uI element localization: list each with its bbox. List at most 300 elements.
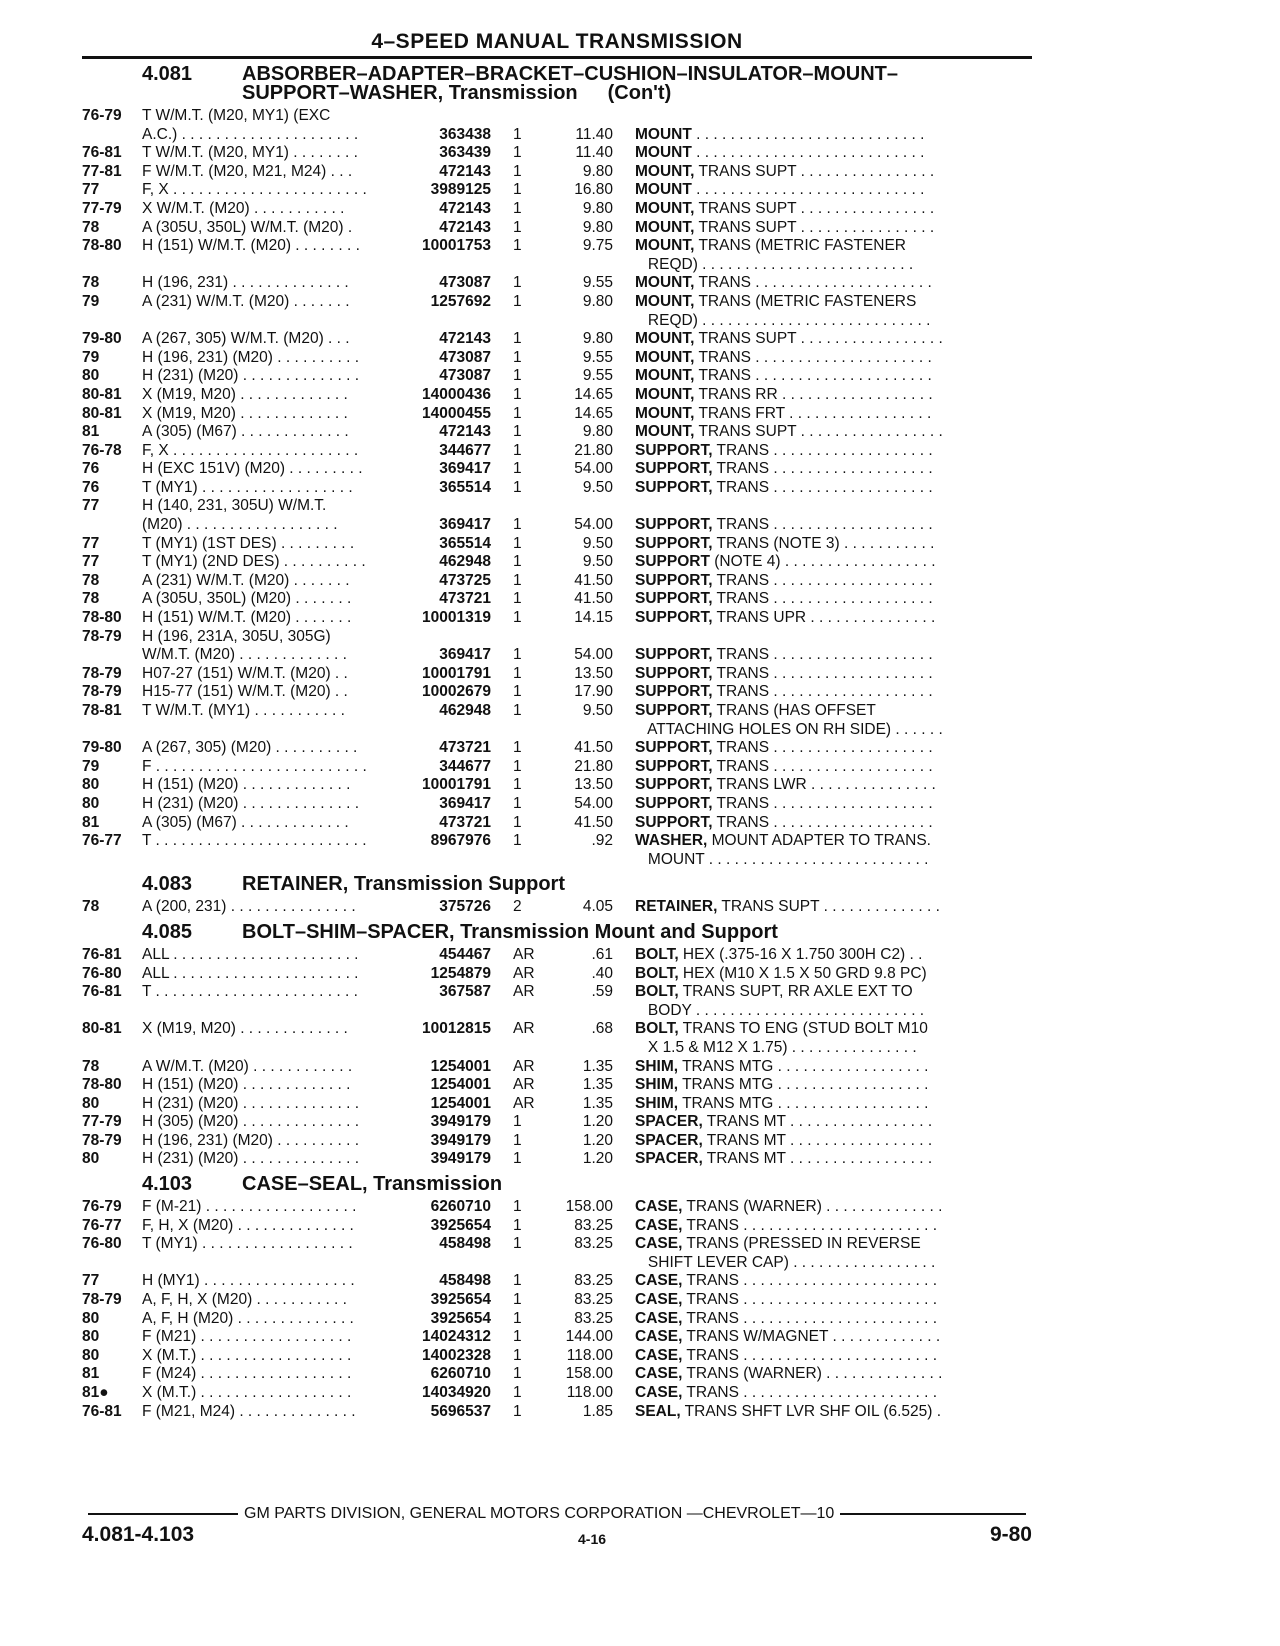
price: 13.50 [574,664,613,682]
price: 54.00 [574,460,613,478]
description: CASE, TRANS . . . . . . . . . . . . . . . . . . . . . . . [635,1216,938,1234]
table-row [82,1076,1032,1095]
part-number: 369417 [387,646,491,665]
description: REQD) . . . . . . . . . . . . . . . . . . . . . . . . . [635,255,914,273]
model-years [82,516,142,535]
table-row [82,367,1032,386]
part-number: 3925654 [387,1310,491,1329]
description: SUPPORT, TRANS . . . . . . . . . . . . . . . . . . . [635,683,933,701]
quantity: 1 [513,162,522,180]
model-years: 78 [82,274,100,292]
quantity: 1 [513,274,522,292]
section-number: 4.083 [142,873,193,896]
application: F (M-21) . . . . . . . . . . . . . . . . . . [142,1198,357,1216]
quantity: 1 [513,683,522,701]
description: CASE, TRANS . . . . . . . . . . . . . . . . . . . . . . . [635,1309,938,1327]
part-number: 458498 [387,1235,491,1254]
model-years: 78 [82,590,100,608]
table-row [82,107,1032,126]
application: T (MY1) (1ST DES) . . . . . . . . . [142,534,355,552]
table-row [82,144,1032,163]
quantity [513,107,553,126]
model-years: 79 [82,292,100,310]
model-years: 76-80 [82,1235,122,1253]
table-row [82,946,1032,965]
quantity [513,851,553,870]
price: 9.80 [582,199,613,217]
description: CASE, TRANS . . . . . . . . . . . . . . . . . . . . . . . [635,1272,938,1290]
quantity [513,256,553,275]
description: MOUNT, TRANS (METRIC FASTENERS [635,292,917,310]
quantity: AR [513,983,535,1001]
table-row [82,126,1032,145]
application: W/M.T. (M20) . . . . . . . . . . . . . [142,646,347,664]
price: .59 [591,983,613,1001]
quantity: 1 [513,181,522,199]
footer-date-code: 9-80 [989,1523,1032,1546]
part-number: 365514 [387,479,491,498]
description: CASE, TRANS W/MAGNET . . . . . . . . . . . . . [635,1328,941,1346]
part-number: 473087 [387,367,491,386]
description: SHIFT LEVER CAP) . . . . . . . . . . . . . . . . . [635,1253,936,1271]
footer-page-number: 4-16 [578,1531,607,1547]
quantity: AR [513,964,535,982]
parts-catalog-page [82,30,1032,1421]
model-years [82,1002,142,1021]
description: CASE, TRANS (WARNER) . . . . . . . . . . . . . . [635,1198,943,1216]
price [553,497,613,516]
price [553,721,613,740]
table-row [82,219,1032,238]
application: A (231) W/M.T. (M20) . . . . . . . [142,292,350,310]
part-number: 472143 [387,200,491,219]
table-row [82,814,1032,833]
table-row [82,1095,1032,1114]
price: 83.25 [574,1291,613,1309]
model-years [82,646,142,665]
application: A, F, H, X (M20) . . . . . . . . . . . [142,1291,347,1309]
quantity [513,312,553,331]
application: T (MY1) . . . . . . . . . . . . . . . . . . [142,1235,353,1253]
quantity: 1 [513,739,522,757]
description: MOUNT, TRANS SUPT . . . . . . . . . . . . . . . . . [635,423,943,441]
table-row [82,274,1032,293]
description: MOUNT . . . . . . . . . . . . . . . . . . . . . . . . . . . [635,144,925,162]
model-years: 80 [82,1328,100,1346]
application: A (305) (M67) . . . . . . . . . . . . . [142,813,349,831]
application: H (305) (M20) . . . . . . . . . . . . . . [142,1113,360,1131]
part-number: 3925654 [387,1217,491,1236]
part-number: 473721 [387,739,491,758]
table-row [82,386,1032,405]
application [142,312,487,331]
price: 1.35 [582,1057,613,1075]
price: 83.25 [574,1216,613,1234]
description: SUPPORT, TRANS (NOTE 3) . . . . . . . . . . . [635,534,935,552]
description: BODY . . . . . . . . . . . . . . . . . . . . . . . . . . . [635,1001,925,1019]
application: H (EXC 151V) (M20) . . . . . . . . . [142,460,363,478]
part-number: 5696537 [387,1403,491,1422]
part-number: 344677 [387,442,491,461]
model-years: 80 [82,776,100,794]
quantity: 1 [513,367,522,385]
table-row [82,535,1032,554]
description: SUPPORT, TRANS . . . . . . . . . . . . . . . . . . . [635,739,933,757]
description: MOUNT, TRANS RR . . . . . . . . . . . . . . . . . . [635,385,933,403]
table-row [82,1058,1032,1077]
price: 41.50 [574,739,613,757]
table-row [82,590,1032,609]
model-years: 80 [82,1309,100,1327]
quantity: 1 [513,590,522,608]
price: 9.80 [582,423,613,441]
model-years: 77-79 [82,1113,122,1131]
description: X 1.5 & M12 X 1.75) . . . . . . . . . . . . . . . [635,1038,917,1056]
model-years [82,1039,142,1058]
application: A (305U, 350L) (M20) . . . . . . . [142,590,352,608]
model-years: 78-79 [82,627,122,645]
application: T . . . . . . . . . . . . . . . . . . . . . . . . . [142,832,367,850]
application [142,1254,487,1273]
quantity: 1 [513,423,522,441]
model-years: 77 [82,534,100,552]
description: SUPPORT, TRANS . . . . . . . . . . . . . . . . . . . [635,664,933,682]
part-number: 10002679 [387,683,491,702]
description: CASE, TRANS . . . . . . . . . . . . . . . . . . . . . . . [635,1291,938,1309]
application: T (MY1) . . . . . . . . . . . . . . . . . . [142,478,353,496]
application: H (231) (M20) . . . . . . . . . . . . . . [142,794,360,812]
model-years: 78 [82,218,100,236]
quantity: 1 [513,144,522,162]
table-row [82,721,1032,740]
application: H07-27 (151) W/M.T. (M20) . . [142,664,348,682]
application: ALL . . . . . . . . . . . . . . . . . . . . . . [142,945,359,963]
price: 118.00 [566,1384,613,1401]
model-years: 76-78 [82,441,122,459]
sections [82,65,1032,1421]
application: H (196, 231A, 305U, 305G) [142,627,331,645]
section-title [242,875,1032,894]
quantity [513,1254,553,1273]
quantity: 1 [513,1216,522,1234]
quantity: 1 [513,199,522,217]
price: 9.55 [582,348,613,366]
application: H (231) (M20) . . . . . . . . . . . . . . [142,1094,360,1112]
description: MOUNT, TRANS . . . . . . . . . . . . . . . . . . . . . [635,367,932,385]
part-number: 473087 [387,274,491,293]
page-title: 4–SPEED MANUAL TRANSMISSION [82,30,1032,59]
price: 17.90 [574,683,613,701]
table-row [82,423,1032,442]
table-row [82,1235,1032,1254]
part-number: 363438 [387,126,491,145]
part-number: 472143 [387,423,491,442]
description: SPACER, TRANS MT . . . . . . . . . . . . . . . . . [635,1150,933,1168]
quantity: 1 [513,702,522,719]
table-row [82,683,1032,702]
table-row [82,572,1032,591]
application: A W/M.T. (M20) . . . . . . . . . . . . [142,1057,353,1075]
application: T W/M.T. (M20, MY1) (EXC [142,107,331,124]
price: .40 [591,964,613,982]
model-years: 79-80 [82,739,122,757]
quantity: 1 [513,348,522,366]
quantity: AR [513,1076,535,1094]
description: MOUNT, TRANS SUPT . . . . . . . . . . . . . . . . . [635,330,943,348]
table-row [82,1291,1032,1310]
section-title [242,1175,1032,1194]
price: 1.20 [582,1150,613,1168]
application: F, H, X (M20) . . . . . . . . . . . . . . [142,1216,354,1234]
quantity: 1 [513,1113,522,1131]
model-years: 78 [82,1057,100,1075]
table-row [82,758,1032,777]
price: .61 [591,945,613,963]
model-years: 80-81 [82,1020,122,1038]
model-years: 78-79 [82,664,122,682]
continued-label: (Con't) [607,82,672,104]
quantity: 1 [513,609,522,627]
price: 54.00 [574,516,613,534]
model-years: 77 [82,497,100,515]
table-row [82,312,1032,331]
price: 9.75 [582,237,613,255]
table-row [82,405,1032,424]
section-title-line: CASE–SEAL, Transmission [242,1173,503,1196]
description: MOUNT, TRANS FRT . . . . . . . . . . . . . . . . . [635,404,932,422]
price: 9.80 [582,218,613,236]
section-title-line: ABSORBER–ADAPTER–BRACKET–CUSHION–INSULATOR–MOUNT– [242,63,898,85]
description: SUPPORT, TRANS . . . . . . . . . . . . . . . . . . . [635,478,933,496]
quantity: AR [513,945,535,963]
model-years: 76-81 [82,1402,122,1420]
price: .68 [591,1020,613,1038]
part-number: 10001753 [387,237,491,256]
description: RETAINER, TRANS SUPT . . . . . . . . . . . . . . [635,898,940,916]
price [553,312,613,331]
section-header [142,920,1032,943]
quantity: 1 [513,1328,522,1346]
price: 144.00 [565,1328,613,1346]
application: F (M21) . . . . . . . . . . . . . . . . . . [142,1328,352,1346]
model-years: 77 [82,553,100,571]
table-row [82,628,1032,647]
price: 158.00 [565,1365,613,1383]
part-number: 473721 [387,814,491,833]
model-years: 76-81 [82,144,122,162]
table-row [82,1198,1032,1217]
application [142,256,487,275]
part-number: 473721 [387,590,491,609]
description: MOUNT, TRANS SUPT . . . . . . . . . . . . . . . . [635,199,935,217]
price: 9.50 [582,534,613,552]
application: A, F, H (M20) . . . . . . . . . . . . . . [142,1309,354,1327]
application: X (M.T.) . . . . . . . . . . . . . . . . . . [142,1384,352,1401]
description: CASE, TRANS . . . . . . . . . . . . . . . . . . . . . . . [635,1384,938,1401]
quantity: 1 [513,571,522,589]
description: SUPPORT, TRANS UPR . . . . . . . . . . . . . . . [635,609,936,627]
price: 41.50 [574,571,613,589]
description: SUPPORT (NOTE 4) . . . . . . . . . . . . . . . . . . [635,553,936,571]
price: 83.25 [574,1272,613,1290]
quantity: 1 [513,330,522,348]
application [142,851,487,870]
quantity: 1 [513,553,522,571]
application: T W/M.T. (M20, MY1) . . . . . . . . [142,144,358,162]
application [142,1002,487,1021]
price: 118.00 [566,1346,613,1364]
part-number: 369417 [387,795,491,814]
price: 9.50 [582,553,613,571]
application: H (231) (M20) . . . . . . . . . . . . . . [142,1150,360,1168]
table-row [82,163,1032,182]
application: X (M19, M20) . . . . . . . . . . . . . [142,385,348,403]
application: T . . . . . . . . . . . . . . . . . . . . . . . . [142,983,358,1001]
application [142,1039,487,1058]
part-number: 1254001 [387,1095,491,1114]
table-row [82,330,1032,349]
table-row [82,983,1032,1002]
part-number: 10001791 [387,776,491,795]
table-row [82,1384,1032,1403]
part-number: 344677 [387,758,491,777]
application: (M20) . . . . . . . . . . . . . . . . . . [142,516,338,534]
quantity: 1 [513,832,522,850]
part-number: 10001319 [387,609,491,628]
part-number: 1254879 [387,965,491,984]
part-number: 14024312 [387,1328,491,1347]
price: 1.85 [582,1402,613,1420]
part-number: 14034920 [387,1384,491,1403]
table-row [82,851,1032,870]
quantity: AR [513,1094,535,1112]
description: REQD) . . . . . . . . . . . . . . . . . . . . . . . . . . . [635,311,931,329]
table-row [82,237,1032,256]
part-number: 8967976 [387,832,491,851]
model-years [82,721,142,740]
model-years: 78-80 [82,237,122,255]
application: H (196, 231) . . . . . . . . . . . . . . [142,274,349,292]
table-row [82,702,1032,721]
quantity: 1 [513,534,522,552]
quantity: 1 [513,1384,522,1401]
table-row [82,646,1032,665]
description: SUPPORT, TRANS . . . . . . . . . . . . . . . . . . . [635,441,933,459]
section-number: 4.085 [142,920,193,943]
quantity: 1 [513,776,522,794]
price: 13.50 [574,776,613,794]
table-row [82,1310,1032,1329]
quantity: 1 [513,1198,522,1216]
application: F (M24) . . . . . . . . . . . . . . . . . . [142,1365,352,1383]
quantity: AR [513,1057,535,1075]
part-number: 473725 [387,572,491,591]
model-years: 80-81 [82,385,122,403]
model-years: 80 [82,367,100,385]
model-years: 80 [82,794,100,812]
table-row [82,293,1032,312]
description: SUPPORT, TRANS LWR . . . . . . . . . . . . . . . [635,776,936,794]
price [553,1254,613,1273]
description: SUPPORT, TRANS . . . . . . . . . . . . . . . . . . . [635,590,933,608]
part-number: 14002328 [387,1347,491,1366]
application: H (140, 231, 305U) W/M.T. [142,497,327,515]
model-years: 78 [82,571,100,589]
application: F, X . . . . . . . . . . . . . . . . . . . . . . . [142,181,367,199]
quantity: 1 [513,646,522,664]
price: 9.55 [582,367,613,385]
application: T (MY1) (2ND DES) . . . . . . . . . . [142,553,366,571]
section-number: 4.081 [142,63,193,85]
table-row [82,1403,1032,1422]
application [142,721,487,740]
quantity [513,497,553,516]
part-number: 458498 [387,1272,491,1291]
table-row [82,1347,1032,1366]
table-row [82,1217,1032,1236]
description: CASE, TRANS (WARNER) . . . . . . . . . . . . . . [635,1365,943,1383]
table-row [82,1002,1032,1021]
table-row [82,1328,1032,1347]
model-years: 79 [82,348,100,366]
part-number: 462948 [387,702,491,721]
part-number: 1254001 [387,1076,491,1095]
quantity: 1 [513,1402,522,1420]
application: A (305U, 350L) W/M.T. (M20) . [142,218,353,236]
section-header [142,65,1032,103]
section-title-line: BOLT–SHIM–SPACER, Transmission Mount and Support [242,920,778,943]
part-number: 369417 [387,516,491,535]
description: BOLT, HEX (M10 X 1.5 X 50 GRD 9.8 PC) [635,964,927,982]
quantity: 1 [513,441,522,459]
description: SEAL, TRANS SHFT LVR SHF OIL (6.525) . [635,1402,942,1420]
model-years: 80 [82,1150,100,1168]
description: SUPPORT, TRANS . . . . . . . . . . . . . . . . . . . [635,571,933,589]
description: BOLT, TRANS TO ENG (STUD BOLT M10 [635,1020,928,1038]
table-row [82,516,1032,535]
part-number: 6260710 [387,1365,491,1384]
table-row [82,479,1032,498]
part-number: 462948 [387,553,491,572]
section-title [242,65,1032,103]
model-years: 76-81 [82,945,122,963]
price: 83.25 [574,1309,613,1327]
description: MOUNT, TRANS SUPT . . . . . . . . . . . . . . . . [635,162,935,180]
model-years: 76 [82,478,100,496]
table-row [82,965,1032,984]
price [553,628,613,647]
table-row [82,1150,1032,1169]
model-years: 80-81 [82,404,122,422]
application: F (M21, M24) . . . . . . . . . . . . . . [142,1402,356,1420]
application: X (M19, M20) . . . . . . . . . . . . . [142,404,348,422]
quantity: 1 [513,516,522,534]
price: 9.50 [582,478,613,496]
part-number: 6260710 [387,1198,491,1217]
section-number: 4.103 [142,1173,193,1196]
footer-section-range: 4.081-4.103 [82,1523,195,1546]
part-number: 1257692 [387,293,491,312]
application: X W/M.T. (M20) . . . . . . . . . . . [142,199,345,217]
model-years: 78 [82,898,100,916]
table-row [82,460,1032,479]
quantity: 1 [513,664,522,682]
application: A.C.) . . . . . . . . . . . . . . . . . . . . . [142,125,359,143]
table-row [82,665,1032,684]
application: H (231) (M20) . . . . . . . . . . . . . . [142,367,360,385]
quantity: 1 [513,404,522,422]
footer-rule-right [840,1513,1026,1515]
